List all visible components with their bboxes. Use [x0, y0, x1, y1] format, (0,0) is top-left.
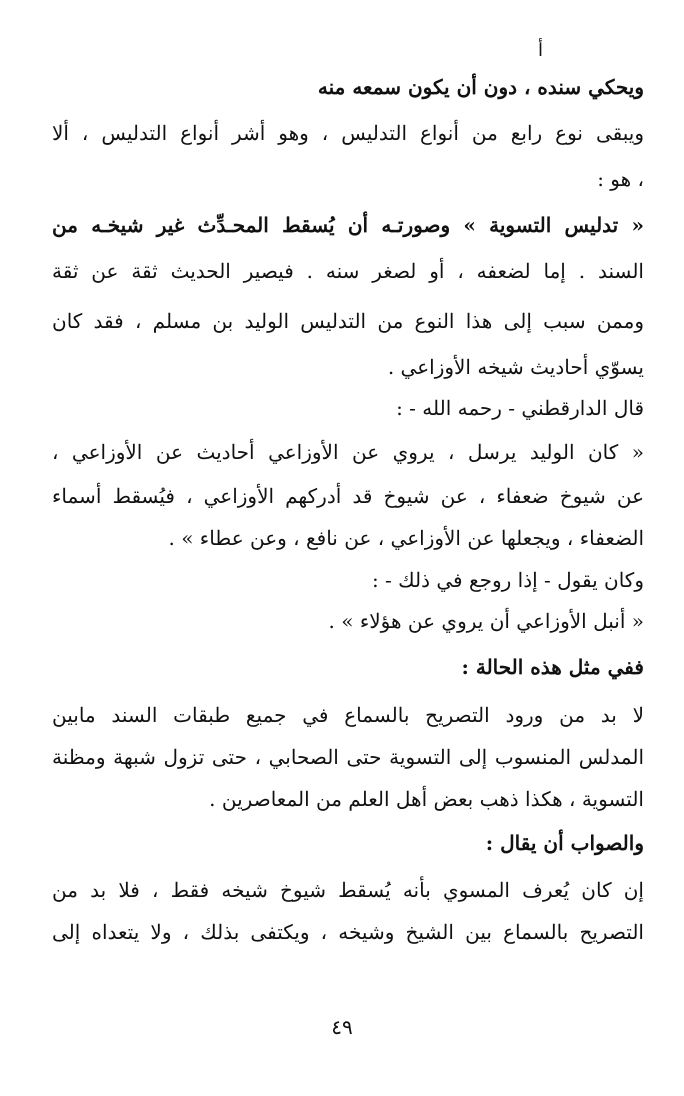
text-line: المدلس المنسوب إلى التسوية حتى الصحابي ، حتى تزول شبهة ومظنة [52, 745, 644, 769]
text-line: ويبقى نوع رابع من أنواع التدليس ، وهو أشر أنواع التدليس ، ألا [52, 121, 644, 145]
text-line: ويحكي سنده ، دون أن يكون سمعه منه [317, 75, 644, 99]
text-line: « كان الوليد يرسل ، يروي عن الأوزاعي أحاديث عن الأوزاعي ، [52, 440, 644, 464]
text-line: التصريح بالسماع بين الشيخ وشيخه ، ويكتفى بذلك ، ولا يتعداه إلى [52, 920, 644, 944]
text-line: « أنبل الأوزاعي أن يروي عن هؤلاء » . [328, 609, 644, 633]
section-heading: والصواب أن يقال : [485, 831, 644, 855]
text-line: التسوية ، هكذا ذهب بعض أهل العلم من المعاصرين . [209, 787, 644, 811]
text-line: إن كان يُعرف المسوي بأنه يُسقط شيوخ شيخه فقط ، فلا بد من [52, 878, 644, 902]
text-line: السند . إما لضعفه ، أو لصغر سنه . فيصير الحديث ثقة عن ثقة [52, 259, 644, 283]
text-line: يسوّي أحاديث شيخه الأوزاعي . [387, 355, 644, 379]
text-line: الضعفاء ، ويجعلها عن الأوزاعي ، عن نافع ، وعن عطاء » . [168, 526, 644, 550]
text-line: عن شيوخ ضعفاء ، عن شيوخ قد أدركهم الأوزاعي ، فيُسقط أسماء [52, 484, 644, 508]
text-line: وممن سبب إلى هذا النوع من التدليس الوليد بن مسلم ، فقد كان [52, 309, 644, 333]
text-line: وكان يقول - إذا روجع في ذلك - : [371, 568, 644, 592]
text-line: « تدليس التسوية » وصورتـه أن يُسقط المحـدِّث غير شيخـه من [52, 213, 644, 237]
text-line: قال الدارقطني - رحمه الله - : [396, 396, 644, 420]
section-heading: ففي مثل هذه الحالة : [461, 655, 644, 679]
text-line: ، هو : [597, 167, 644, 191]
top-mark: أ [538, 40, 544, 61]
text-line: لا بد من ورود التصريح بالسماع في جميع طبقات السند مابين [52, 703, 644, 727]
page-number: ٤٩ [331, 1015, 353, 1039]
